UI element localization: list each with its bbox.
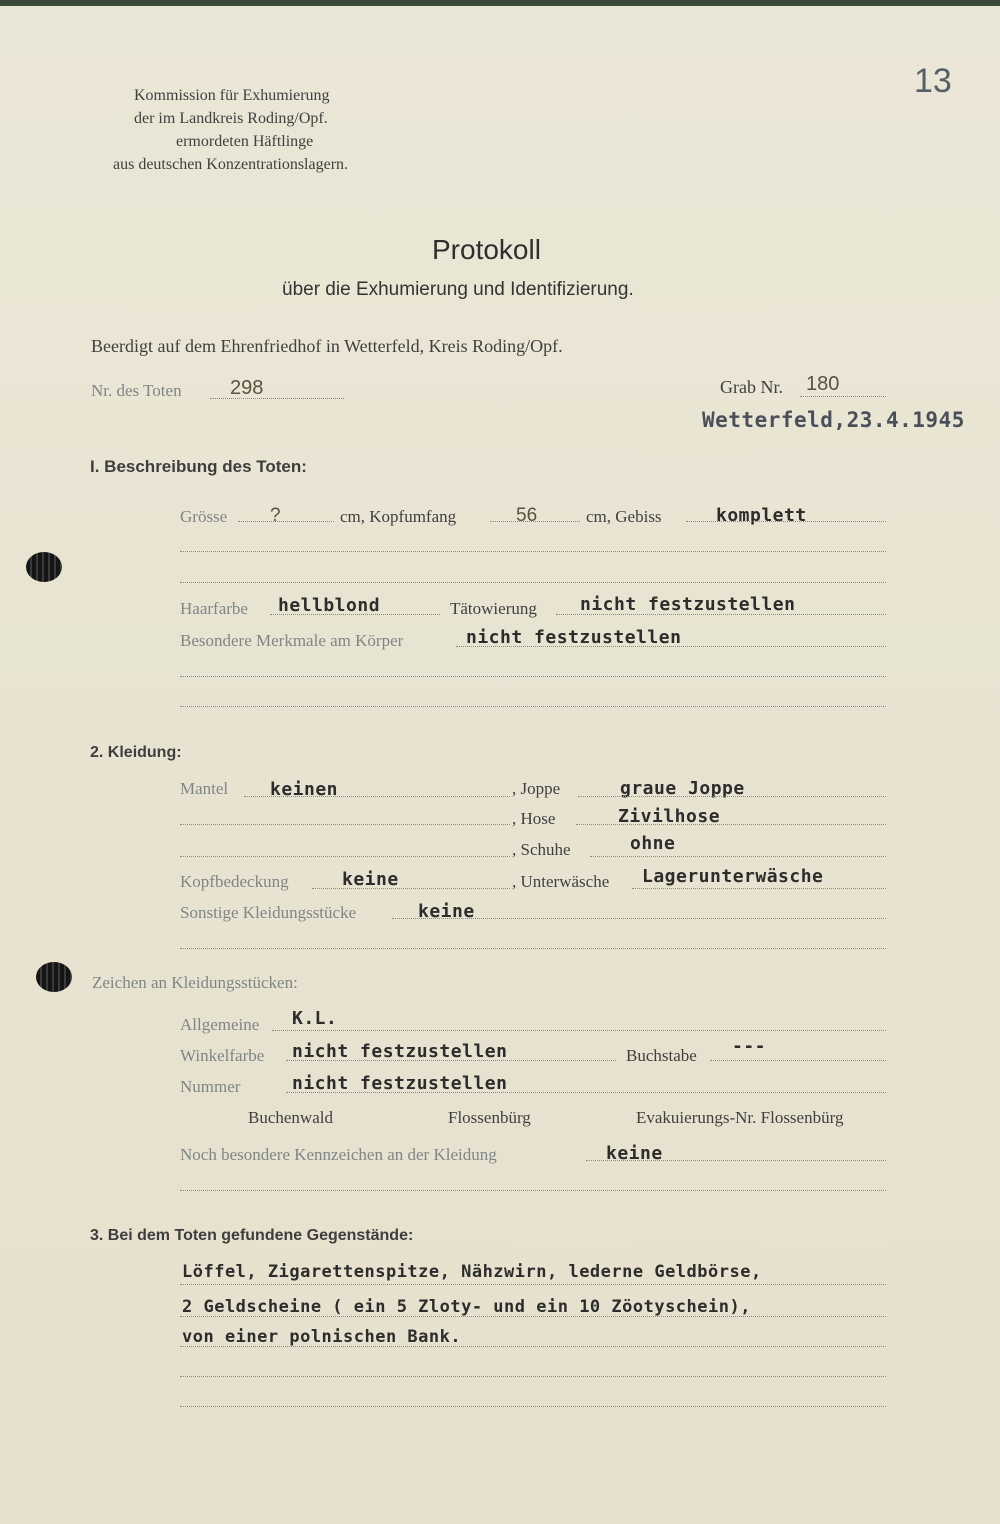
height-label: Grösse xyxy=(180,507,228,526)
tattoo-label: Tätowierung xyxy=(450,599,537,618)
winkel-line xyxy=(286,1060,616,1061)
letter-label: Buchstabe xyxy=(626,1046,697,1065)
section2-heading: 2. Kleidung: xyxy=(90,744,182,761)
other-clothes-line xyxy=(392,918,886,919)
page-number: 13 xyxy=(914,62,952,100)
commission-line-4: aus deutschen Konzentrationslagern. xyxy=(113,156,349,173)
headwear-value: keine xyxy=(342,869,399,890)
items-dotline-5 xyxy=(180,1406,886,1407)
number-label: Nummer xyxy=(180,1077,241,1096)
teeth-value: komplett xyxy=(716,505,807,526)
marks-line xyxy=(456,646,886,647)
trousers-line xyxy=(576,824,886,825)
section3-heading: 3. Bei dem Toten gefundene Gegenstände: xyxy=(90,1227,414,1244)
clothes-blank-line-2 xyxy=(180,856,510,857)
cm-kopfumfang-label: cm, Kopfumfang xyxy=(340,507,457,526)
head-line xyxy=(490,521,580,522)
general-label: Allgemeine xyxy=(180,1015,260,1034)
commission-line-3: ermordeten Häftlinge xyxy=(176,133,314,150)
scan-edge xyxy=(0,0,1000,6)
items-line-3: von einer polnischen Bank. xyxy=(182,1327,462,1347)
dead-no-label: Nr. des Toten xyxy=(91,381,182,400)
blank-line-4 xyxy=(180,706,886,707)
other-clothes-label: Sonstige Kleidungsstücke xyxy=(180,903,357,922)
tattoo-value: nicht festzustellen xyxy=(580,594,796,615)
shoes-line xyxy=(590,856,886,857)
special-marks-line xyxy=(586,1160,886,1161)
punch-hole-top xyxy=(26,552,62,582)
commission-line-2: der im Landkreis Roding/Opf. xyxy=(134,110,328,127)
head-value: 56 xyxy=(516,505,538,526)
punch-hole-bottom xyxy=(36,962,72,992)
underwear-line xyxy=(632,888,886,889)
underwear-value: Lagerunterwäsche xyxy=(642,866,824,887)
marks-blank-line xyxy=(180,1190,886,1191)
trousers-value: Zivilhose xyxy=(618,806,721,827)
number-line xyxy=(286,1092,886,1093)
hair-label: Haarfarbe xyxy=(180,599,248,618)
section1-heading: I. Beschreibung des Toten: xyxy=(90,457,307,476)
headwear-line xyxy=(312,888,510,889)
items-line-2: 2 Geldscheine ( ein 5 Zloty- und ein 10 Zöotyschein), xyxy=(182,1297,751,1317)
letter-value: --- xyxy=(732,1036,767,1057)
blank-line-2 xyxy=(180,582,886,583)
burial-label: Beerdigt auf dem Ehrenfriedhof in Wetterfeld, Kreis Roding/Opf. xyxy=(91,336,563,356)
clothes-blank-line-3 xyxy=(180,948,886,949)
teeth-line xyxy=(686,521,886,522)
height-value: ? xyxy=(270,505,281,526)
jacket-label: , Joppe xyxy=(512,779,561,798)
camp-buchenwald: Buchenwald xyxy=(248,1108,333,1127)
grave-no-label: Grab Nr. xyxy=(720,377,783,397)
commission-line-1: Kommission für Exhumierung xyxy=(134,87,330,104)
marks-label: Besondere Merkmale am Körper xyxy=(180,631,404,650)
general-line xyxy=(272,1030,886,1031)
hair-value: hellblond xyxy=(278,595,381,616)
items-dotline-3 xyxy=(180,1346,886,1347)
coat-label: Mantel xyxy=(180,779,229,798)
page-subtitle: über die Exhumierung und Identifizierung. xyxy=(282,279,634,300)
shoes-label: , Schuhe xyxy=(512,840,571,859)
trousers-label: , Hose xyxy=(512,809,556,828)
items-line-1: Löffel, Zigarettenspitze, Nähzwirn, lederne Geldbörse, xyxy=(182,1262,762,1282)
camp-evacuation-no: Evakuierungs-Nr. Flossenbürg xyxy=(636,1108,844,1127)
jacket-line xyxy=(578,796,886,797)
other-clothes-value: keine xyxy=(418,901,475,922)
winkel-value: nicht festzustellen xyxy=(292,1041,508,1062)
blank-line-3 xyxy=(180,676,886,677)
coat-value: keinen xyxy=(270,779,339,800)
number-value: nicht festzustellen xyxy=(292,1073,508,1094)
special-marks-label: Noch besondere Kennzeichen an der Kleidung xyxy=(180,1145,497,1164)
winkel-label: Winkelfarbe xyxy=(180,1046,265,1065)
coat-line xyxy=(244,796,510,797)
shoes-value: ohne xyxy=(630,833,676,854)
dead-no-line xyxy=(210,398,344,399)
hair-line xyxy=(270,614,440,615)
dead-no-value: 298 xyxy=(230,377,264,399)
marks-value: nicht festzustellen xyxy=(466,627,682,648)
letter-line xyxy=(710,1060,886,1061)
items-dotline-2 xyxy=(180,1316,886,1317)
marks-clothes-heading: Zeichen an Kleidungsstücken: xyxy=(92,973,298,992)
items-dotline-4 xyxy=(180,1376,886,1377)
height-line xyxy=(238,521,334,522)
special-marks-value: keine xyxy=(606,1143,663,1164)
items-dotline-1 xyxy=(180,1284,886,1285)
place-date: Wetterfeld,23.4.1945 xyxy=(702,408,965,432)
grave-no-value: 180 xyxy=(806,373,840,395)
tattoo-line xyxy=(556,614,886,615)
headwear-label: Kopfbedeckung xyxy=(180,872,289,891)
clothes-blank-line-1 xyxy=(180,824,510,825)
camp-flossenbuerg: Flossenbürg xyxy=(448,1108,531,1127)
cm-gebiss-label: cm, Gebiss xyxy=(586,507,662,526)
grave-no-line xyxy=(800,396,886,397)
jacket-value: graue Joppe xyxy=(620,778,745,799)
underwear-label: , Unterwäsche xyxy=(512,872,610,891)
general-value: K.L. xyxy=(292,1008,338,1029)
page-title: Protokoll xyxy=(432,234,541,265)
blank-line-1 xyxy=(180,551,886,552)
